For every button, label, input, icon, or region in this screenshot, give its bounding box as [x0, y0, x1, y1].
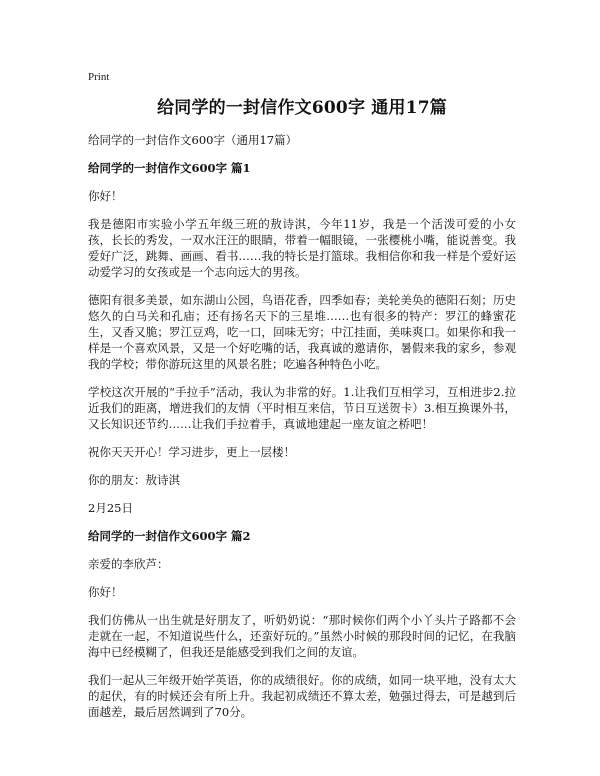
salutation-paragraph: 亲爱的李欣芦： — [88, 557, 169, 571]
signature-paragraph: 你的朋友：敖诗淇 — [88, 473, 180, 487]
print-label: Print — [88, 71, 110, 83]
document-page — [88, 70, 516, 732]
section-1 — [88, 160, 516, 516]
date-paragraph: 2月25日 — [88, 501, 133, 515]
body-paragraph: 德阳有很多美景，如东湖山公园，鸟语花香，四季如春；美轮美奂的德阳石刻；历史悠久的白马关和孔庙；还有扬名天下的三星堆……也有很多的特产：罗江的蜂蜜花生，又香又脆；罗江豆鸡，吃一口，回味无穷；中江挂面，美味爽口。如果你和我一样是一个喜欢风景，又是一个好吃嘴的话，我真诚的邀请你，暑假来我的家乡，参观我的学校；带你游玩这里的风景名胜；吃遍各种特色小吃。 — [88, 293, 516, 371]
body-paragraph: 我是德阳市实验小学五年级三班的敖诗淇，今年11岁，我是一个活泼可爱的小女孩，长长的秀发，一双水汪汪的眼睛，带着一幅眼镜，一张樱桃小嘴，能说善变。我爱好广泛，跳舞、画画、看书……我的特长是打篮球。我相信你和我一样是个爱好运动爱学习的女孩或是一个志向远大的男孩。 — [88, 217, 516, 279]
body-paragraph: 学校这次开展的“手拉手”活动，我认为非常的好。1.让我们互相学习，互相进步2.拉近我们的距离，增进我们的友情（平时相互来信，节日互送贺卡）3.相互换课外书，又长知识还节约……让我们手拉着手，真诚地建起一座友谊之桥吧！ — [88, 385, 516, 431]
closing-paragraph: 祝你天天开心！学习进步，更上一层楼！ — [88, 445, 295, 459]
body-paragraph: 我们仿佛从一出生就是好朋友了，听奶奶说：“那时候你们两个小丫头片子路都不会走就在一起，不知道说些什么，还蛮好玩的。”虽然小时候的那段时间的记忆，在我脑海中已经模糊了，但我还是能感受到我们之间的友谊。 — [88, 613, 516, 659]
document-subtitle: 给同学的一封信作文600字（通用17篇） — [88, 133, 298, 147]
greeting-paragraph: 你好！ — [88, 189, 123, 203]
body-paragraph: 我们一起从三年级开始学英语，你的成绩很好。你的成绩，如同一块平地，没有太大的起伏，有的时候还会有所上升。我起初成绩还不算太差，勉强过得去，可是越到后面越差，最后居然调到了70分。 — [88, 673, 516, 719]
section-heading: 给同学的一封信作文600字 篇2 — [88, 529, 251, 543]
greeting-paragraph: 你好！ — [88, 585, 123, 599]
section-heading: 给同学的一封信作文600字 篇1 — [88, 161, 251, 175]
document-title: 给同学的一封信作文600字 通用17篇 — [157, 98, 447, 118]
section-2 — [88, 528, 516, 720]
